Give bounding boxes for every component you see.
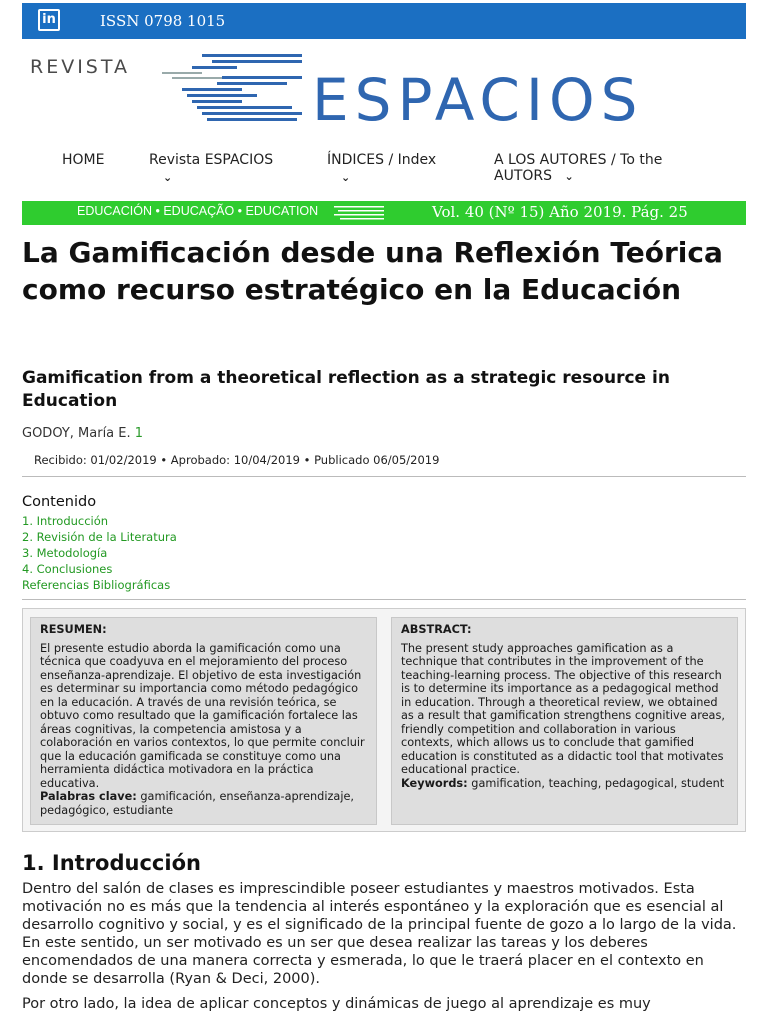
nav-home[interactable] xyxy=(62,152,104,168)
resumen-box xyxy=(30,617,377,825)
abstract-body: The present study approaches gamification as a technique that contributes in the improvement of the teaching-learning process. The objective of this research is to determine its importance as a pedagogical method in education. Through a theoretical review, we obtained as a result that gamification strengthens cognitive areas, friendly competition and collaboration in various contexts, which allows us to conclude that gamified education is constituted as a didactic tool that motivates educational practice. xyxy=(401,641,725,776)
section-stripes-icon xyxy=(334,206,384,220)
abstract-keywords xyxy=(401,777,728,791)
chevron-down-icon: ⌄ xyxy=(564,170,574,183)
contents-item[interactable]: 2. Revisión de la Literatura xyxy=(22,530,177,544)
logo-stripes-icon xyxy=(162,52,312,132)
issn-label: ISSN 0798 1015 xyxy=(100,12,226,30)
nav-indices[interactable] xyxy=(327,152,436,186)
section-label[interactable]: EDUCACIÓN • EDUCAÇÃO • EDUCATION xyxy=(77,204,319,218)
resumen-keywords-label: Palabras clave: xyxy=(40,790,137,803)
abstract-heading: ABSTRACT: xyxy=(401,623,472,636)
abstract-box xyxy=(391,617,738,825)
contents-item[interactable]: 3. Metodología xyxy=(22,546,108,560)
section-bar xyxy=(22,201,746,225)
contents-title: Contenido xyxy=(22,494,97,510)
main-nav xyxy=(22,150,746,190)
article-title: La Gamificación desde una Reflexión Teórica como recurso estratégico en la Educación xyxy=(22,236,723,306)
resumen-keywords-value: gamificación, enseñanza-aprendizaje, pedagógico, estudiante xyxy=(40,790,355,817)
nav-autores-label-2: AUTORS xyxy=(494,168,553,184)
intro-paragraph: Por otro lado, la idea de aplicar conceptos y dinámicas de juego al aprendizaje es muy xyxy=(22,996,651,1012)
contents-item[interactable]: 4. Conclusiones xyxy=(22,562,113,576)
resumen-keywords xyxy=(40,790,367,817)
nav-autores[interactable] xyxy=(494,152,662,185)
author-ref-link[interactable]: 1 xyxy=(134,426,144,441)
contents-list xyxy=(22,513,177,593)
contents-item[interactable]: Referencias Bibliográficas xyxy=(22,578,171,592)
chevron-down-icon: ⌄ xyxy=(341,171,351,184)
divider xyxy=(22,599,746,600)
volume-info: Vol. 40 (Nº 15) Año 2019. Pág. 25 xyxy=(432,203,688,221)
intro-paragraph: Dentro del salón de clases es imprescindible poseer estudiantes y maestros motivados. Esta motivación no es más que la tendencia al interés espontáneo y la exploración que es esencial al desarrollo cognitivo y social, y es el significado de la principal fuente de gozo a lo largo de la vida. En este sentido, un ser motivado es un ser que desea realizar las tareas y los deberes encomendados de una manera correcta y esmerada, lo que le traerá placer en el contexto en donde se desarrolla (Ryan & Deci, 2000). xyxy=(22,881,737,987)
divider xyxy=(22,476,746,477)
logo-espacios-text: ESPACIOS xyxy=(312,66,644,134)
resumen-heading: RESUMEN: xyxy=(40,623,107,636)
author-name: GODOY, María E. xyxy=(22,426,131,441)
abstract-section xyxy=(22,608,746,832)
nav-revista[interactable] xyxy=(149,152,273,186)
abstract-keywords-value: gamification, teaching, pedagogical, student xyxy=(471,776,725,790)
resumen-body: El presente estudio aborda la gamificación como una técnica que coadyuva en el mejoramiento del proceso enseñanza-aprendizaje. El objetivo de esta investigación es determinar su importancia como método pedagógico en la educación. A través de una revisión teórica, se obtuvo como resultado que la gamificación fortalece las áreas cognitivas, la competencia amistosa y a colaboración en varios contextos, lo que permite concluir que la educación gamificada se constituye como una herramienta didáctica motivadora en la práctica educativa. xyxy=(40,641,365,790)
nav-autores-label: A LOS AUTORES / To the xyxy=(494,152,663,168)
intro-heading: 1. Introducción xyxy=(22,851,201,875)
top-bar xyxy=(22,3,746,39)
linkedin-icon[interactable]: in xyxy=(38,9,60,31)
article-subtitle: Gamification from a theoretical reflection as a strategic resource in Education xyxy=(22,368,670,411)
nav-home-label: HOME xyxy=(62,152,105,168)
logo-revista-text: REVISTA xyxy=(30,56,130,78)
journal-logo[interactable] xyxy=(22,46,746,136)
nav-revista-label: Revista ESPACIOS xyxy=(149,152,274,168)
contents-item[interactable]: 1. Introducción xyxy=(22,514,109,528)
nav-indices-label: ÍNDICES / Index xyxy=(327,152,437,168)
author-line xyxy=(22,426,143,441)
abstract-keywords-label: Keywords: xyxy=(401,776,468,790)
publication-dates: Recibido: 01/02/2019 • Aprobado: 10/04/2019 • Publicado 06/05/2019 xyxy=(34,453,440,467)
chevron-down-icon: ⌄ xyxy=(163,171,173,184)
